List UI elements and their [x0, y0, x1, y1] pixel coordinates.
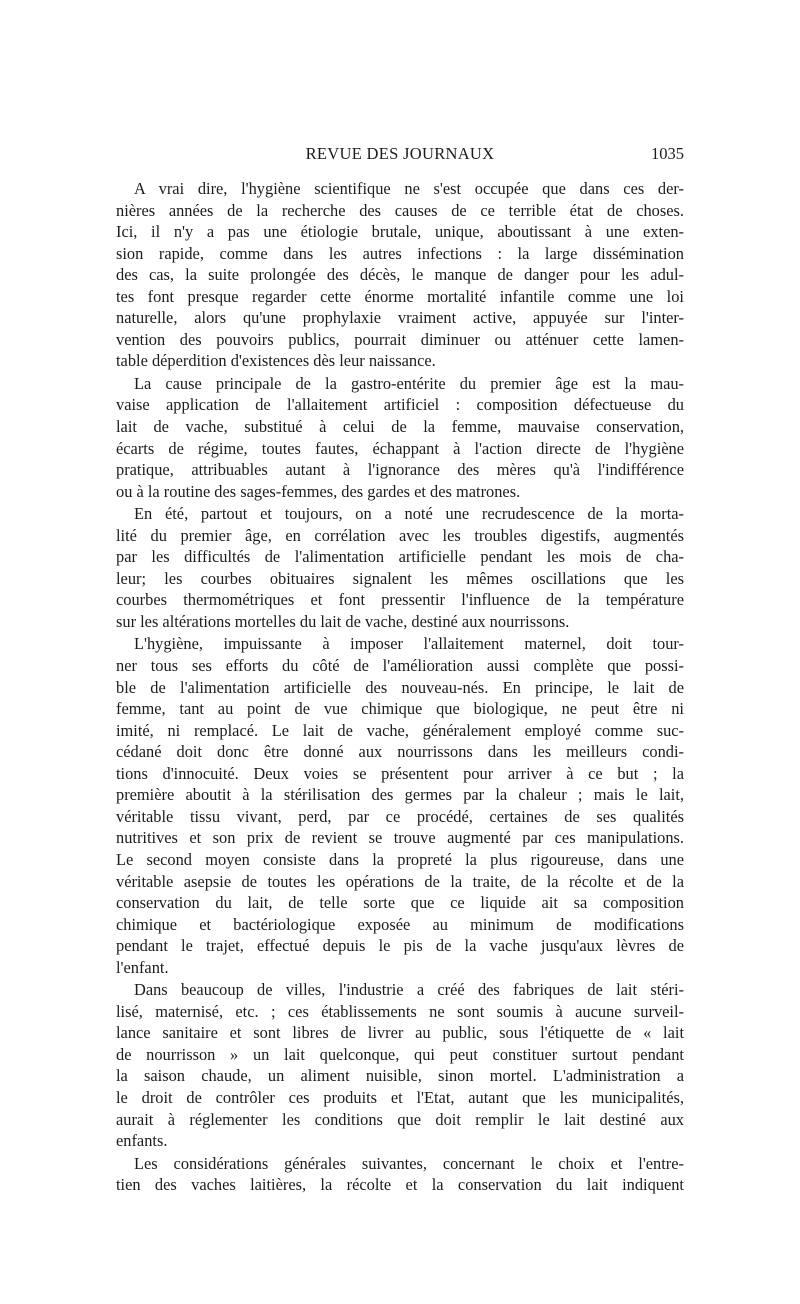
- text-line: ou à la routine des sages-femmes, des gardes et des matrones.: [116, 481, 521, 501]
- text-line: écarts de régime, toutes fautes, échappant à l'action directe de l'hygiène: [116, 438, 684, 458]
- text-line: A vrai dire, l'hygiène scientifique ne s'est occupée que dans ces der-: [134, 179, 684, 198]
- text-line: conservation du lait, de telle sorte que ce liquide ait sa composition: [116, 893, 684, 913]
- text-line: vaise application de l'allaitement artificiel : composition défectueuse du: [116, 395, 684, 415]
- text-line: lité du premier âge, en corrélation avec les troubles digestifs, augmentés: [116, 525, 684, 545]
- text-line: enfants.: [116, 1131, 168, 1151]
- text-line: La cause principale de la gastro-entérite du premier âge est la mau-: [134, 373, 684, 393]
- text-line: lance sanitaire et sont libres de livrer au public, sous l'étiquette de « lait: [116, 1023, 684, 1043]
- running-title: REVUE DES JOURNAUX: [305, 144, 495, 163]
- text-line: Dans beaucoup de villes, l'industrie a créé des fabriques de lait stéri-: [134, 980, 684, 1000]
- text-line: des cas, la suite prolongée des décès, le manque de danger pour les adul-: [116, 265, 684, 285]
- paragraph-6: [116, 1153, 684, 1196]
- paragraph-5: [116, 979, 684, 1151]
- paragraph-3: [116, 503, 684, 632]
- text-line: Les considérations générales suivantes, concernant le choix et l'entre-: [134, 1153, 684, 1173]
- text-line: Le second moyen consiste dans la propreté la plus rigoureuse, dans une: [116, 849, 684, 869]
- text-line: ble de l'alimentation artificielle des nouveau-nés. En principe, le lait de: [116, 677, 684, 697]
- text-line: sion rapide, comme dans les autres infections : la large dissémination: [116, 243, 684, 263]
- text-line: la saison chaude, un aliment nuisible, sinon mortel. L'administration a: [116, 1066, 684, 1086]
- paragraph-2: [116, 373, 684, 502]
- page-header: [116, 144, 684, 168]
- page-number: 1035: [651, 144, 684, 163]
- text-line: leur; les courbes obituaires signalent les mêmes oscillations que les: [116, 568, 684, 588]
- text-line: lisé, maternisé, etc. ; ces établissements ne sont soumis à aucune surveil-: [116, 1001, 684, 1021]
- text-line: table déperdition d'existences dès leur naissance.: [116, 351, 436, 371]
- text-line: imité, ni remplacé. Le lait de vache, généralement employé comme suc-: [116, 720, 684, 740]
- text-line: nières années de la recherche des causes de ce terrible état de choses.: [116, 200, 684, 220]
- text-line: L'hygiène, impuissante à imposer l'allaitement maternel, doit tour-: [134, 634, 684, 654]
- text-line: cédané doit donc être donné aux nourrissons dans les meilleurs condi-: [116, 742, 684, 762]
- text-line: Ici, il n'y a pas une étiologie brutale, unique, aboutissant à une exten-: [116, 222, 684, 242]
- text-line: En été, partout et toujours, on a noté une recrudescence de la morta-: [134, 504, 684, 524]
- paragraph-1: [116, 178, 684, 372]
- text-line: véritable tissu vivant, perd, par ce procédé, certaines de ses qualités: [116, 806, 684, 826]
- text-line: de nourrisson » un lait quelconque, qui peut constituer surtout pendant: [116, 1044, 684, 1064]
- text-line: vention des pouvoirs publics, pourrait diminuer ou atténuer cette lamen-: [116, 329, 684, 349]
- text-line: naturelle, alors qu'une prophylaxie vraiment active, appuyée sur l'inter-: [116, 308, 684, 328]
- text-line: sur les altérations mortelles du lait de vache, destiné aux nourrissons.: [116, 611, 570, 631]
- text-line: courbes thermométriques et font pressentir l'influence de la température: [116, 590, 684, 610]
- text-line: pratique, attribuables autant à l'ignorance des mères qu'à l'indifférence: [116, 460, 684, 480]
- text-line: pendant le trajet, effectué depuis le pis de la vache jusqu'aux lèvres de: [116, 936, 684, 956]
- article-body: [116, 178, 684, 1197]
- text-line: première aboutit à la stérilisation des germes par la chaleur ; mais le lait,: [116, 785, 684, 805]
- text-line: aurait à réglementer les conditions que doit remplir le lait destiné aux: [116, 1109, 684, 1129]
- text-line: par les difficultés de l'alimentation artificielle pendant les mois de cha-: [116, 547, 684, 567]
- text-line: le droit de contrôler ces produits et l'Etat, autant que les municipalités,: [116, 1087, 684, 1107]
- text-line: tions d'innocuité. Deux voies se présentent pour arriver à ce but ; la: [116, 763, 684, 783]
- text-line: chimique et bactériologique exposée au minimum de modifications: [116, 914, 684, 934]
- text-line: l'enfant.: [116, 957, 169, 977]
- text-line: tes font presque regarder cette énorme mortalité infantile comme une loi: [116, 286, 684, 306]
- text-line: ner tous ses efforts du côté de l'amélioration aussi complète que possi-: [116, 656, 684, 676]
- text-line: femme, tant au point de vue chimique que biologique, ne peut être ni: [116, 699, 684, 719]
- paragraph-4: [116, 633, 684, 978]
- text-line: nutritives et son prix de revient se trouve augmenté par ces manipulations.: [116, 828, 684, 848]
- text-line: véritable asepsie de toutes les opérations de la traite, de la récolte et de la: [116, 871, 684, 891]
- text-line: tien des vaches laitières, la récolte et la conservation du lait indiquent: [116, 1175, 684, 1195]
- text-line: lait de vache, substitué à celui de la femme, mauvaise conservation,: [116, 417, 684, 437]
